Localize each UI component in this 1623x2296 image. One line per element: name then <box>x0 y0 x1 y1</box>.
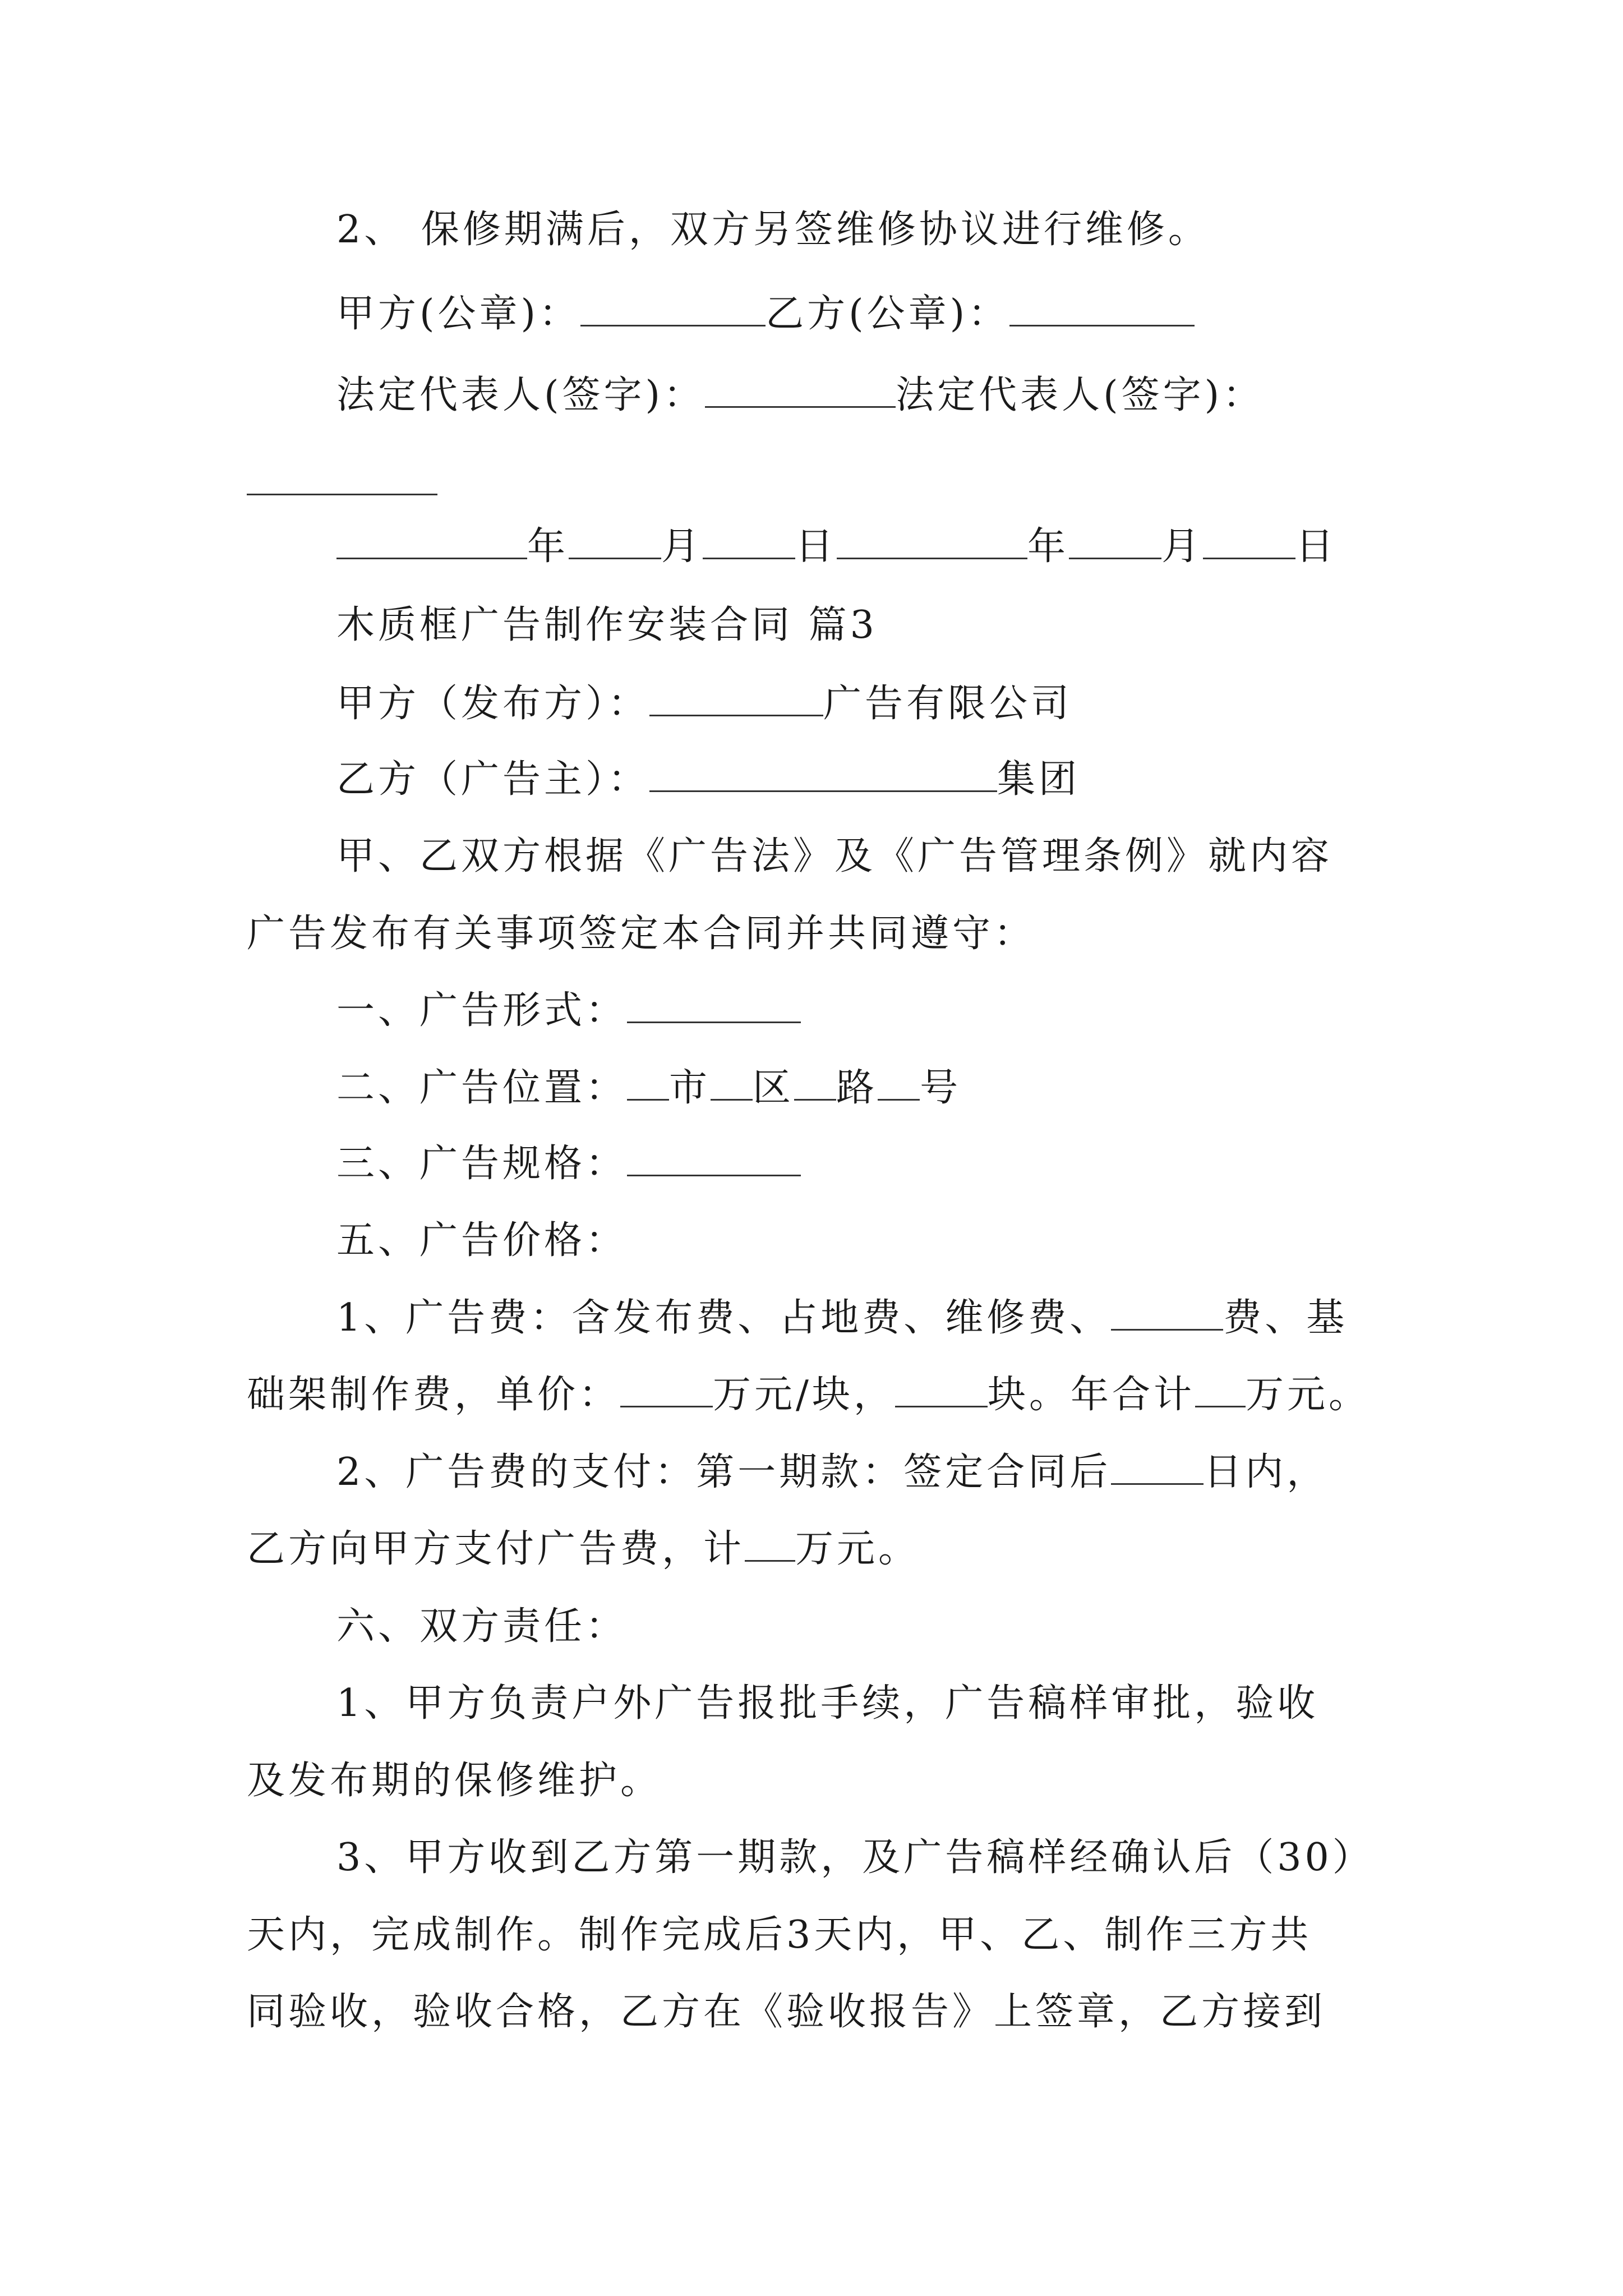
blank-field <box>247 494 437 495</box>
clause-party-a-approval-cont: 及发布期的保修维护。 <box>247 1759 662 1803</box>
blank-field <box>895 1373 988 1407</box>
blank-field <box>1111 1451 1204 1485</box>
clause-ad-location: 二、广告位置： 市 区 路 号 <box>336 1066 962 1110</box>
blank-field <box>627 1066 669 1101</box>
clause-ad-price: 五、广告价格： <box>336 1218 628 1263</box>
clause-ad-fee-cont: 础架制作费，单价： 万元/块， 块。年合计 万元。 <box>247 1373 1370 1417</box>
party-b-advertiser-line: 乙方（广告主）： 集团 <box>336 757 1081 802</box>
blank-field <box>878 1066 920 1101</box>
blank-field <box>649 758 997 792</box>
party-a-seal-label: 甲方(公章)： <box>336 292 581 336</box>
blank-field <box>336 525 527 559</box>
blank-field <box>745 1527 795 1562</box>
clause-fee-payment-cont: 乙方向甲方支付广告费，计 万元。 <box>247 1527 920 1571</box>
party-a-representative-label: 法定代表人(签字)： <box>336 373 706 417</box>
blank-field <box>649 682 823 716</box>
clause-production-timeline-cont-2: 同验收，验收合格，乙方在《验收报告》上签章，乙方接到 <box>247 1990 1326 2034</box>
blank-field <box>1111 1296 1223 1331</box>
blank-field <box>837 525 1027 559</box>
blank-field <box>580 292 766 326</box>
blank-field <box>620 1373 713 1407</box>
blank-field <box>1069 525 1161 559</box>
clause-production-timeline: 3、甲方收到乙方第一期款，及广告稿样经确认后（30） <box>336 1835 1374 1880</box>
paragraph-agreement-basis-cont: 广告发布有关事项签定本合同并共同遵守： <box>247 912 1036 956</box>
blank-field <box>1203 525 1295 559</box>
paragraph-agreement-basis: 甲、乙双方根据《广告法》及《广告管理条例》就内容 <box>336 834 1333 878</box>
signature-line-seals <box>336 292 1195 337</box>
clause-ad-form: 一、广告形式： <box>336 988 801 1033</box>
signature-line-representatives <box>336 373 1264 418</box>
blank-field <box>711 1066 753 1101</box>
blank-field <box>794 1066 836 1101</box>
clause-production-timeline-cont-1: 天内，完成制作。制作完成后3天内，甲、乙、制作三方共 <box>247 1913 1312 1957</box>
blank-field <box>1009 292 1195 326</box>
date-line: 年 月 日 年 月 日 <box>336 524 1337 569</box>
section-heading-contract-3: 木质框广告制作安装合同 篇3 <box>336 603 878 647</box>
blank-field <box>705 374 896 408</box>
party-b-representative-label: 法定代表人(签字)： <box>896 373 1265 417</box>
clause-party-a-approval: 1、甲方负责户外广告报批手续，广告稿样审批，验收 <box>336 1681 1319 1726</box>
clause-responsibilities: 六、双方责任： <box>336 1604 628 1649</box>
blank-field <box>569 525 661 559</box>
blank-field <box>703 525 795 559</box>
blank-field <box>627 1142 801 1176</box>
blank-field <box>627 989 801 1023</box>
paragraph-warranty-expiry: 2、 保修期满后，双方另签维修协议进行维修。 <box>336 208 1210 252</box>
party-a-publisher-line: 甲方（发布方）： 广告有限公司 <box>336 682 1073 726</box>
party-b-seal-label: 乙方(公章)： <box>766 292 1010 336</box>
clause-ad-size: 三、广告规格： <box>336 1142 801 1186</box>
clause-fee-payment: 2、广告费的支付：第一期款：签定合同后 日内， <box>336 1450 1329 1494</box>
clause-ad-fee: 1、广告费：含发布费、占地费、维修费、 费、基 <box>336 1296 1348 1340</box>
blank-field <box>1195 1373 1246 1407</box>
